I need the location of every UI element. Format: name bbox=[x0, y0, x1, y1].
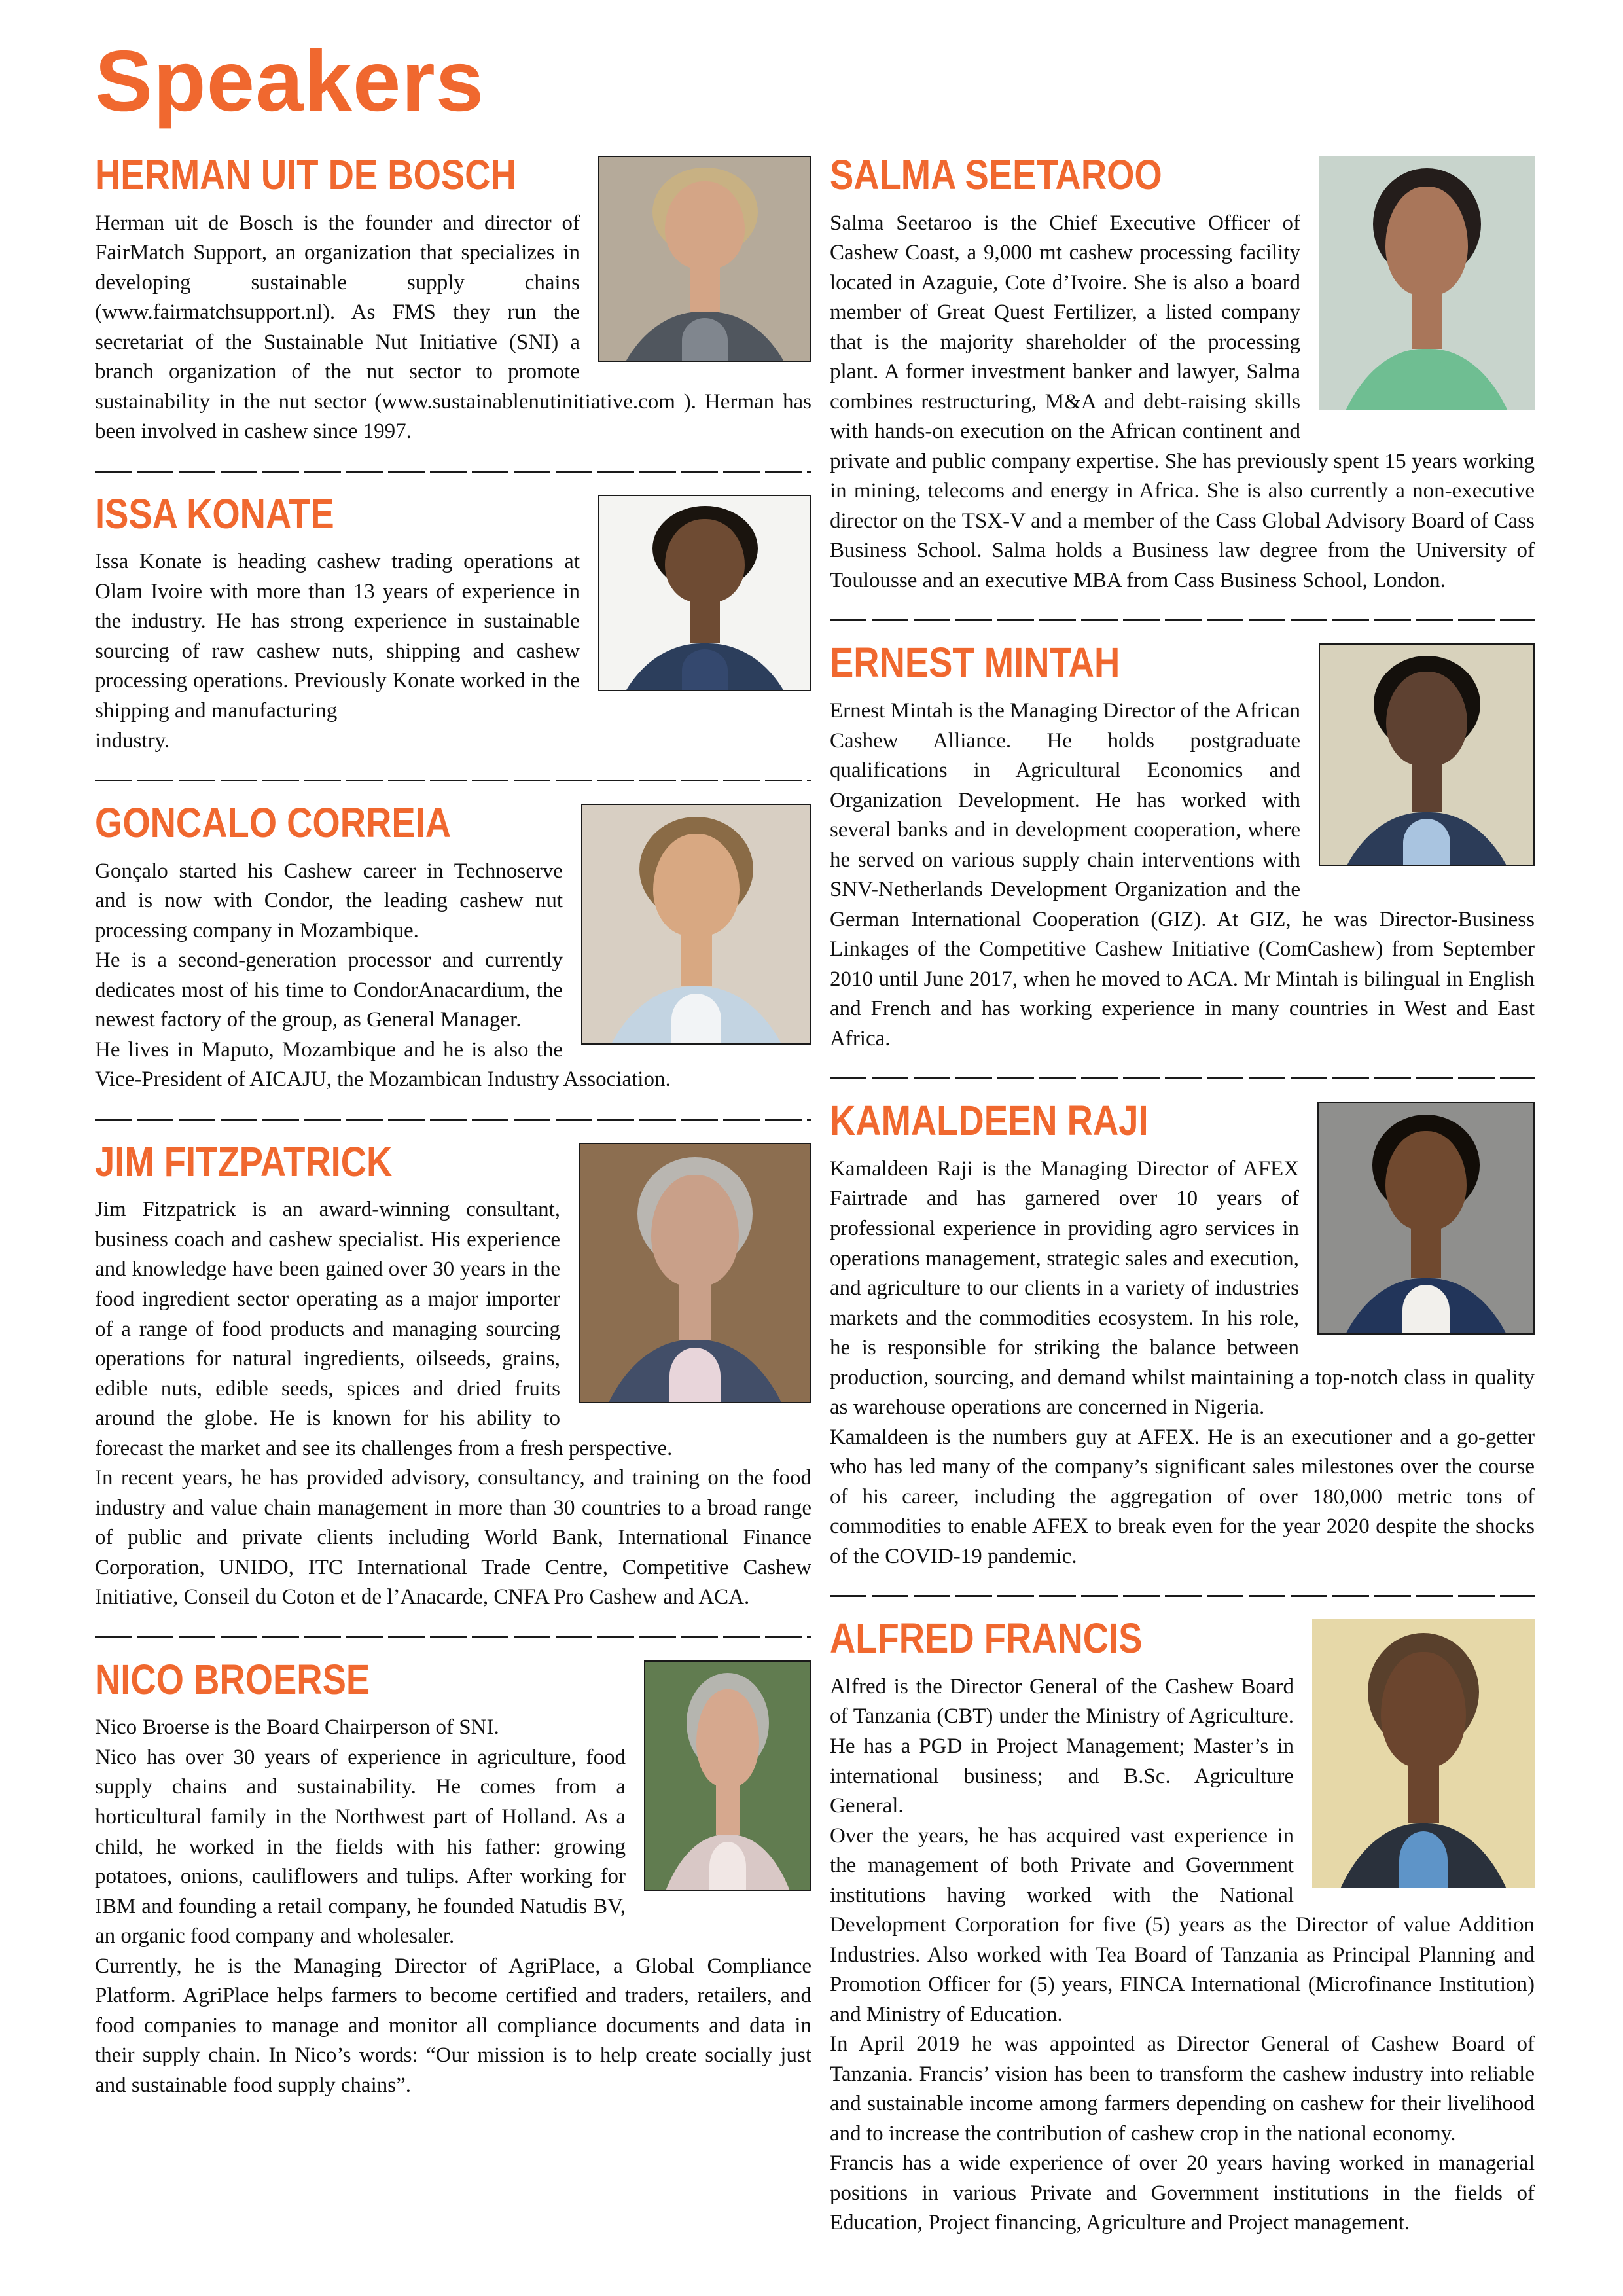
speaker-bio-paragraph: In recent years, he has provided advisory, consultancy, and training on the food industry and value chain management in more than 30 countries to a broad range of public and private clients including World Bank, International Finance Corporation, UNIDO, ITC International Trade Centre, Competitive Cashew Initiative, Conseil du Coton et de l’Anacarde, CNFA Pro Cashew and ACA. bbox=[95, 1466, 812, 1609]
portrait-collar bbox=[1403, 357, 1451, 410]
speaker-bio-paragraph: Herman uit de Bosch is the founder and director of FairMatch Support, an organization that specializes in developing sustainable supply chains (www.fairmatchsupport.nl). As FMS they run the secretariat of the Sustainable Nut Initiative (SNI) a branch organization of the nut sector to promote sustainability in the nut sector (www.sustainablenutinitiative.com ). Herman has been involved in cashew since 1997. bbox=[95, 211, 812, 444]
speaker-name: ERNEST MINTAH bbox=[830, 639, 1120, 687]
speaker-bio-paragraph: industry. bbox=[95, 728, 170, 753]
portrait-neck bbox=[690, 251, 719, 312]
portrait-neck bbox=[1412, 746, 1442, 812]
portrait-collar bbox=[669, 1348, 720, 1403]
portrait-neck bbox=[1412, 272, 1442, 348]
speaker-section-salma bbox=[830, 153, 1535, 596]
portrait-neck bbox=[1408, 1743, 1439, 1823]
portrait-neck bbox=[1411, 1209, 1441, 1278]
speaker-name: GONCALO CORREIA bbox=[95, 799, 451, 847]
speaker-section-goncalo bbox=[95, 801, 812, 1095]
portrait-neck bbox=[690, 585, 719, 643]
speaker-section-ernest bbox=[830, 641, 1535, 1054]
speaker-bio-paragraph: Kamaldeen is the numbers guy at AFEX. He is an executioner and a go-getter who has led many of the company’s significant sales milestones over the course of his career, including the aggregation of over 180,000 metric tons of commodities to enable AFEX to break even for the year 2020 despite the shocks of the COVID-19 pandemic. bbox=[830, 1425, 1535, 1568]
section-divider bbox=[95, 780, 812, 781]
right-column bbox=[830, 153, 1535, 2238]
portrait-neck bbox=[679, 1263, 711, 1340]
speaker-bio-paragraph: Nico has over 30 years of experience in agriculture, food supply chains and sustainability. He comes from a horticultural family in the Northwest part of Holland. As a child, he worked in the fields with his father: growing potatoes, onions, cauliflowers and tulips. After working for IBM and founding a retail company, he founded Natudis BV, an organic food company and wholesaler. bbox=[95, 1745, 626, 1948]
speaker-name: JIM FITZPATRICK bbox=[95, 1138, 393, 1185]
portrait-neck bbox=[716, 1767, 739, 1835]
speaker-bio-paragraph: Jim Fitzpatrick is an award-winning consultant, business coach and cashew specialist. His experience and knowledge have been gained over 30 years in the food ingredient sector operating as a major importer of a range of food products and managing sourcing operations for natural ingredients, oilseeds, grains, edible nuts, edible seeds, spices and dried fruits around the globe. He is known for his ability to forecast the market and see its challenges from a fresh perspective. bbox=[95, 1198, 673, 1460]
speaker-name: HERMAN UIT DE BOSCH bbox=[95, 151, 516, 198]
section-divider bbox=[95, 471, 812, 473]
portrait-collar bbox=[1403, 819, 1450, 867]
section-divider bbox=[95, 1119, 812, 1121]
speaker-bio-paragraph: Over the years, he has acquired vast experience in the management of both Private and Government institutions having worked with the National Development Corporation for five (5) years as the Director of value Addition Industries. Also worked with Tea Board of Tanzania as Principal Planning and Promotion Officer for (5) years, FINCA International (Microfinance Institution) and Ministry of Education. bbox=[830, 1823, 1535, 2026]
speaker-section-alfred bbox=[830, 1617, 1535, 2238]
section-divider bbox=[830, 1077, 1535, 1079]
portrait-collar bbox=[709, 1842, 745, 1891]
portrait-collar bbox=[682, 649, 728, 691]
speaker-name: ISSA KONATE bbox=[95, 490, 334, 537]
section-divider bbox=[95, 1636, 812, 1638]
speaker-bio-paragraph: He lives in Maputo, Mozambique and he is also the Vice-President of AICAJU, the Mozambican Industry Association. bbox=[95, 1037, 671, 1092]
portrait-collar bbox=[671, 994, 722, 1045]
speaker-bio-paragraph: Kamaldeen Raji is the Managing Director of AFEX Fairtrade and has garnered over 10 years of professional experience in providing agro services in operations management, strategic sales and execution, and agriculture to our clients in a variety of industries markets and the commodities ecosystem. In his role, he is responsible for striking the balance between production, sourcing, and demand whilst maintaining a top-notch class in quality as warehouse operations are concerned in Nigeria. bbox=[830, 1157, 1535, 1420]
speaker-bio-paragraph: In April 2019 he was appointed as Director General of Cashew Board of Tanzania. Francis’ vision has been to transform the cashew industry into reliable and sustainable income among farmers depending on cashew for their livelihood and to increase the contribution of cashew crop in the national economy. bbox=[830, 2032, 1535, 2145]
speaker-bio-paragraph: He is a second-generation processor and currently dedicates most of his time to CondorAnacardium, the newest factory of the group, as General Manager. bbox=[95, 948, 563, 1032]
portrait-collar bbox=[1402, 1285, 1450, 1335]
section-divider bbox=[830, 1595, 1535, 1597]
speaker-section-kamaldeen bbox=[830, 1099, 1535, 1571]
speaker-name: ALFRED FRANCIS bbox=[830, 1615, 1143, 1662]
two-column-layout bbox=[95, 153, 1535, 2238]
speaker-bio-paragraph: Alfred is the Director General of the Cashew Board of Tanzania (CBT) under the Ministry of Agriculture. He has a PGD in Project Management; Master’s in international business; and B.Sc. Agriculture General. bbox=[830, 1674, 1294, 1818]
speaker-name: KAMALDEEN RAJI bbox=[830, 1097, 1149, 1145]
speaker-bio-paragraph: Gonçalo started his Cashew career in Technoserve and is now with Condor, the leading cashew nut processing company in Mozambique. bbox=[95, 859, 563, 942]
speaker-section-issa bbox=[95, 492, 812, 756]
speaker-bio-paragraph: Issa Konate is heading cashew trading operations at Olam Ivoire with more than 13 years of experience in the industry. He has strong experience in sustainable sourcing of raw cashew nuts, shipping and cashew processing operations. Previously Konate worked in the shipping and manufacturing bbox=[95, 550, 580, 723]
page-title: Speakers bbox=[95, 33, 485, 129]
portrait-neck bbox=[681, 915, 713, 986]
speaker-section-nico bbox=[95, 1655, 812, 2100]
portrait-collar bbox=[1399, 1831, 1448, 1888]
left-column bbox=[95, 153, 812, 2100]
speaker-bio-paragraph: Francis has a wide experience of over 20 years having worked in managerial positions in various Private and Government institutions in the fields of Education, Project financing, Agriculture and Project management. bbox=[830, 2151, 1535, 2235]
portrait-collar bbox=[682, 318, 728, 362]
speaker-section-jim bbox=[95, 1140, 812, 1613]
section-divider bbox=[830, 619, 1535, 621]
speaker-bio-paragraph: Currently, he is the Managing Director of AgriPlace, a Global Compliance Platform. AgriPlace helps farmers to become certified and traders, retailers, and food companies to manage and monitor all compliance documents and data in their supply chain. In Nico’s words: “Our mission is to help create socially just and sustainable food supply chains”. bbox=[95, 1954, 812, 2097]
speaker-bio-paragraph: Salma Seetaroo is the Chief Executive Officer of Cashew Coast, a 9,000 mt cashew processing facility located in Azaguie, Cote d’Ivoire. She is also a board member of Great Quest Fertilizer, a listed company that is the majority shareholder of the processing plant. A former investment banker and lawyer, Salma combines restructuring, M&A and debt-raising skills with hands-on execution on the African continent and private and public company expertise. She has previously spent 15 years working in mining, telecoms and energy in Africa. She is also currently a non-executive director on the TSX-V and a member of the Cass Global Advisory Board of Cass Business School. Salma holds a Business law degree from the University of Toulousse and an executive MBA from Cass Business School, London. bbox=[830, 211, 1535, 592]
speaker-bio-paragraph: Ernest Mintah is the Managing Director of the African Cashew Alliance. He holds postgraduate qualifications in Agricultural Economics and Organization Development. He has worked with several banks and in development cooperation, where he served on various supply chain interventions with SNV-Netherlands Development Organization and the German International Cooperation (GIZ). At GIZ, he was Director-Business Linkages of the Competitive Cashew Initiative (ComCashew) from September 2010 until June 2017, when he moved to ACA. Mr Mintah is bilingual in English and French and has working experience in many countries in West and East Africa. bbox=[830, 699, 1535, 1050]
speaker-bio-paragraph: Nico Broerse is the Board Chairperson of SNI. bbox=[95, 1715, 499, 1740]
speaker-name: NICO BROERSE bbox=[95, 1655, 370, 1703]
speaker-section-herman bbox=[95, 153, 812, 447]
speaker-name: SALMA SEETAROO bbox=[830, 151, 1162, 198]
